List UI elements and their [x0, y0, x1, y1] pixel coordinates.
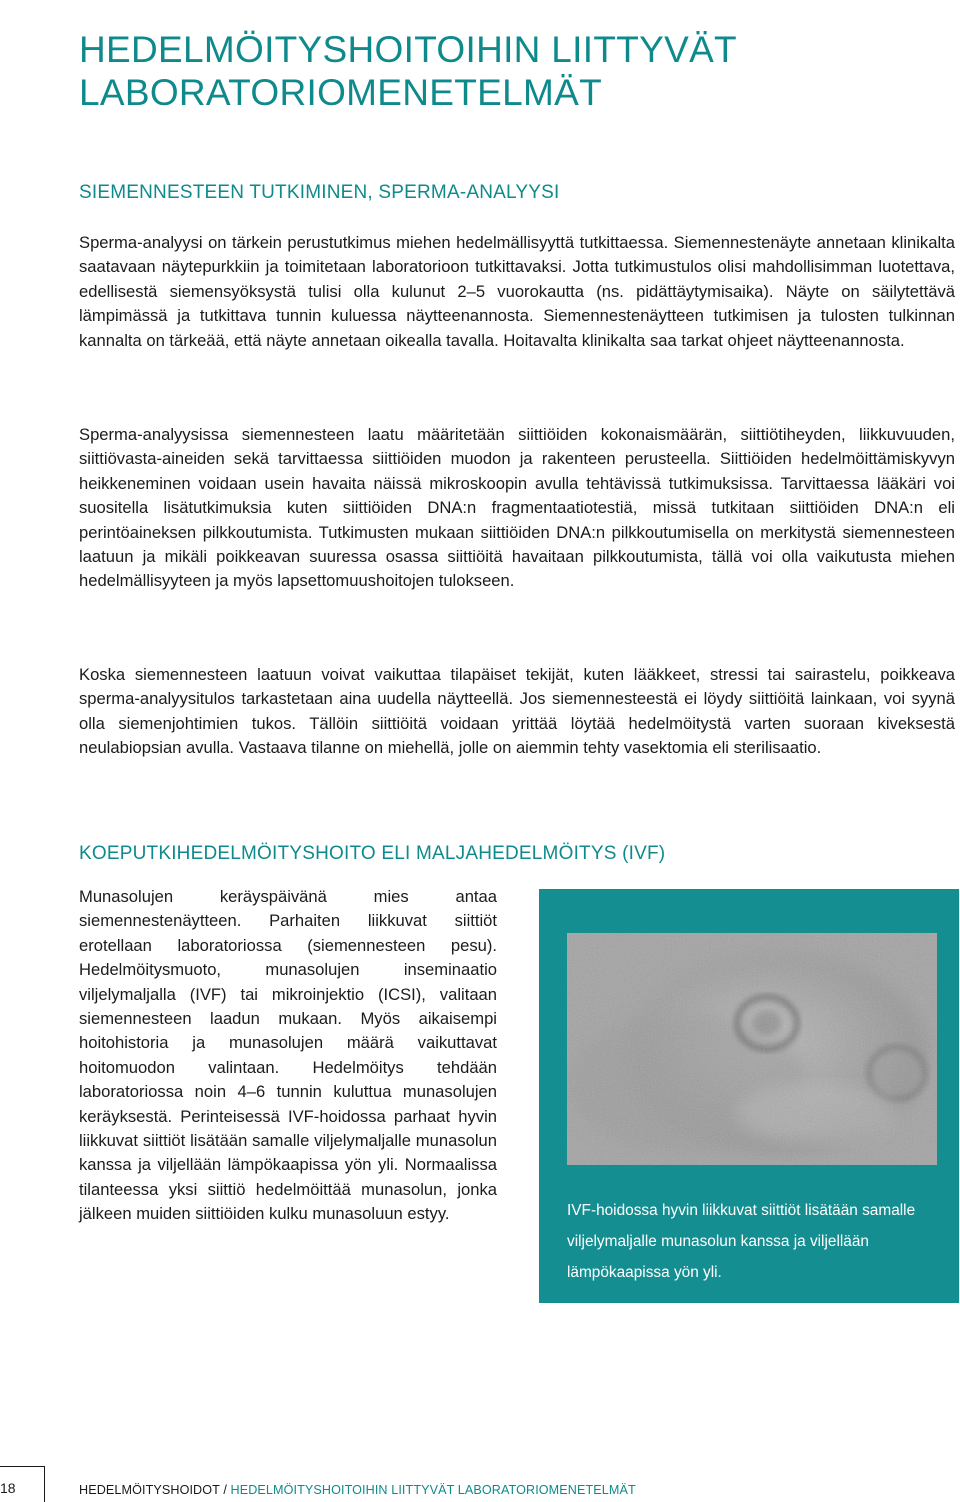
section-heading-sperm-analysis: SIEMENNESTEEN TUTKIMINEN, SPERMA-ANALYYSI — [79, 182, 560, 203]
footer-divider — [44, 1466, 45, 1502]
footer-running-title — [79, 1483, 636, 1497]
figure-caption: IVF-hoidossa hyvin liikkuvat siittiöt lisätään samalle viljelymaljalle munasolun kanssa ja viljellään lämpökaapissa yön yli. — [567, 1202, 916, 1281]
footer-part-a: HEDELMÖITYSHOIDOT / — [79, 1483, 231, 1497]
paragraph-2: Sperma-analyysissa siemennesteen laatu määritetään siittiöiden kokonaismäärän, siittiötiheyden, liikkuvuuden, siittiövasta-aineiden sekä tarvittaessa siittiöiden muodon ja rakenteen perusteella. Siittiöiden hedelmöittämiskyvyn heikkeneminen voidaan usein havaita näissä mikroskoopin avulla tehtävissä tutkimuksissa. Tarvittaessa lääkäri voi suositella lisätutkimuksia kuten siittiöiden DNA:n fragmentaatiotestiä, missä tutkitaan siittiöiden DNA:n eli perintöaineksen pilkkoutumista. Tutkimusten mukaan siittiöiden DNA:n pilkkoutumisella on merkitystä siemennesteen laatuun ja mikäli poikkeavan suuressa osassa siittiöitä havaitaan pilkkoutumista, tällä voi olla vaikutusta miehen hedelmällisyyteen ja myös lapsettomuushoitojen tulokseen. — [79, 425, 955, 591]
section-heading-ivf: KOEPUTKIHEDELMÖITYSHOITO ELI MALJAHEDELMÖITYS (IVF) — [79, 843, 666, 864]
paragraph-ivf: Munasolujen keräyspäivänä mies antaa siemennestenäytteen. Parhaiten liikkuvat siittiöt erotellaan laboratoriossa (siemennesteen pesu). Hedelmöitysmuoto, munasolujen inseminaatio viljelymaljalla (IVF) tai mikroinjektio (ICSI), valitaan siemennesteen laadun mukaan. Myös aikaisempi hoitohistoria ja munasolujen määrä vaikuttavat hoitomuodon valintaan. Hedelmöitys tehdään laboratoriossa noin 4–6 tunnin kuluttua munasolujen keräyksestä. Perinteisessä IVF-hoidossa parhaat hyvin liikkuvat siittiöt lisätään samalle viljelymaljalle munasolun kanssa ja viljellään lämpökaapissa yön yli. Normaalissa tilanteessa yksi siittiö hedelmöittää munasolun, jonka jälkeen muiden siittiöiden kulku munasoluun estyy. — [79, 887, 497, 1224]
page-title — [79, 28, 919, 114]
footer-part-b: HEDELMÖITYSHOITOIHIN LIITTYVÄT LABORATORIOMENETELMÄT — [230, 1483, 636, 1497]
page-title-line-1: HEDELMÖITYSHOITOIHIN LIITTYVÄT — [79, 29, 737, 70]
microscope-photo — [567, 933, 937, 1165]
page-title-line-2: LABORATORIOMENETELMÄT — [79, 72, 603, 113]
paragraph-1: Sperma-analyysi on tärkein perustutkimus miehen hedelmällisyyttä tutkittaessa. Siemennestenäyte annetaan klinikalta saatavaan näytepurkkiin ja toimitetaan laboratorioon tutkittavaksi. Jotta tutkimustulos olisi mahdollisimman luotettava, edellisestä siemensyöksystä tulisi olla kulunut 2–5 vuorokautta (ns. pidättäytymisaika). Näyte on säilytettävä lämpimässä ja tutkittava tunnin kuluessa näytteenannosta. Siemennestenäytteen tutkimisen ja tulosten tulkinnan kannalta on tärkeää, että näyte annetaan oikealla tavalla. Hoitavalta klinikalta saa tarkat ohjeet näytteenannosta. — [79, 233, 955, 350]
footer-rule — [0, 1466, 44, 1467]
page-number: 18 — [0, 1480, 16, 1496]
figure-box — [539, 889, 959, 1303]
microscope-image — [567, 933, 937, 1165]
paragraph-3: Koska siemennesteen laatuun voivat vaikuttaa tilapäiset tekijät, kuten lääkkeet, stressi tai sairastelu, poikkeava sperma-analyysitulos tarkastetaan aina uudella näytteellä. Jos siemennesteestä ei löydy siittiöitä lainkaan, voi syynä olla siemenjohtimien tukos. Tällöin siittiöitä voidaan yrittää löytää hedelmöitystä varten suoraan kiveksestä neulabiopsian avulla. Vastaava tilanne on miehellä, jolle on aiemmin tehty vasektomia eli sterilisaatio. — [79, 665, 955, 758]
